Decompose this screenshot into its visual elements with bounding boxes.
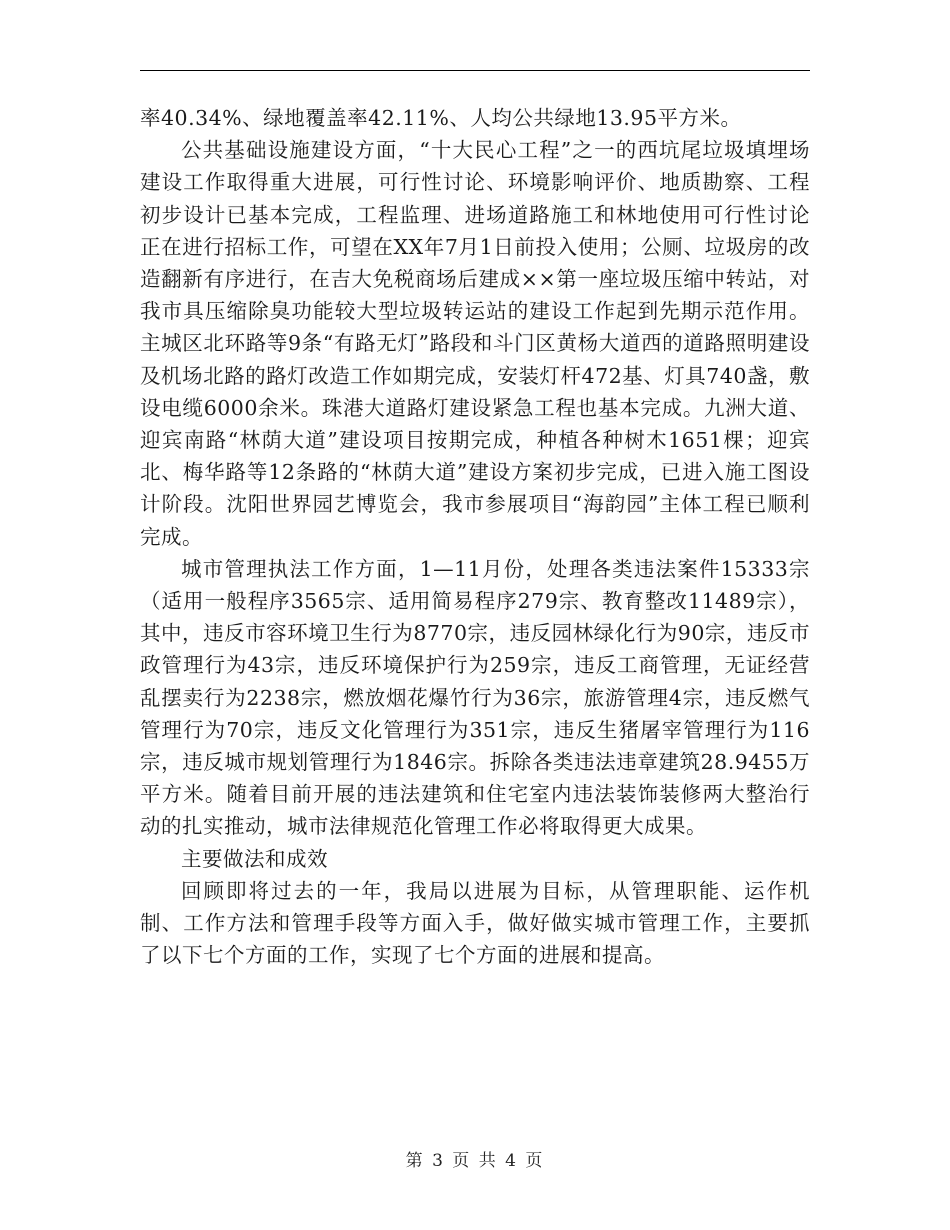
page-footer: 第 3 页 共 4 页	[405, 1151, 545, 1171]
paragraph-continuation: 率40.34%、绿地覆盖率42.11%、人均公共绿地13.95平方米。	[140, 106, 742, 130]
paragraph-infrastructure: 公共基础设施建设方面，“十大民心工程”之一的西坑尾垃圾填埋场建设工作取得重大进展，可行性讨论、环境影响评价、地质勘察、工程初步设计已基本完成，工程监理、进场道路施工和林地使用可行性讨论正在进行招标工作，可望在XX年7月1日前投入使用；公厕、垃圾房的改造翻新有序进行，在吉大免税商场后建成××第一座垃圾压缩中转站，对我市具压缩除臭功能较大型垃圾转运站的建设工作起到先期示范作用。主城区北环路等9条“有路无灯”路段和斗门区黄杨大道西的道路照明建设及机场北路的路灯改造工作如期完成，安装灯杆472基、灯具740盏，敷设电缆6000余米。珠港大道路灯建设紧急工程也基本完成。九洲大道、迎宾南路“林荫大道”建设项目按期完成，种植各种树木1651棵；迎宾北、梅华路等12条路的“林荫大道”建设方案初步完成，已进入施工图设计阶段。沈阳世界园艺博览会，我市参展项目“海韵园”主体工程已顺利完成。	[140, 138, 810, 549]
document-body	[140, 102, 810, 971]
paragraph-law-enforcement: 城市管理执法工作方面，1—11月份，处理各类违法案件15333宗（适用一般程序3565宗、适用简易程序279宗、教育整改11489宗），其中，违反市容环境卫生行为8770宗，违反园林绿化行为90宗，违反市政管理行为43宗，违反环境保护行为259宗，违反工商管理，无证经营乱摆卖行为2238宗，燃放烟花爆竹行为36宗，旅游管理4宗，违反燃气管理行为70宗，违反文化管理行为351宗，违反生猪屠宰管理行为116宗，违反城市规划管理行为1846宗。拆除各类违法违章建筑28.9455万平方米。随着目前开展的违法建筑和住宅室内违法装饰装修两大整治行动的扎实推动，城市法律规范化管理工作必将取得更大成果。	[140, 556, 810, 839]
header-rule	[140, 70, 810, 71]
paragraph-review: 回顾即将过去的一年，我局以进展为目标，从管理职能、运作机制、工作方法和管理手段等方面入手，做好做实城市管理工作，主要抓了以下七个方面的工作，实现了七个方面的进展和提高。	[140, 878, 810, 968]
section-heading: 主要做法和成效	[181, 846, 328, 871]
